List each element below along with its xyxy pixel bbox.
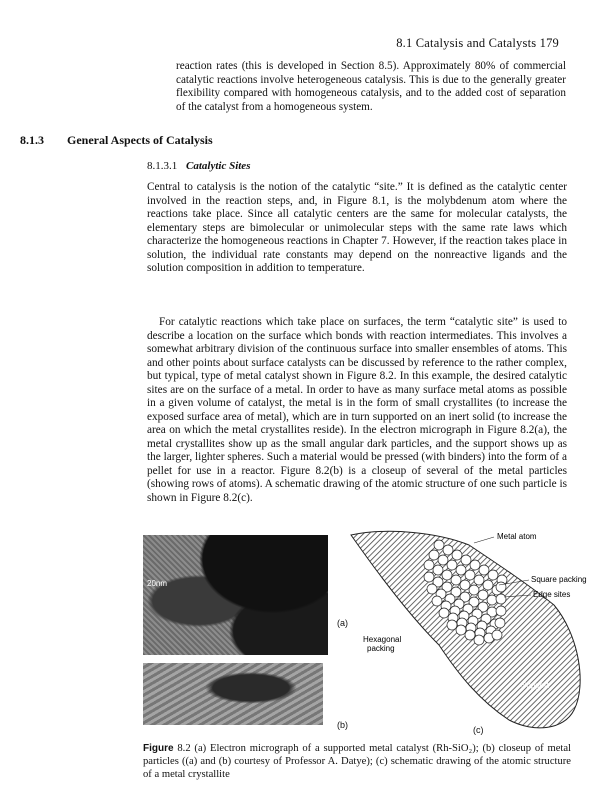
label-packing: packing <box>367 644 395 653</box>
panel-label-c: (c) <box>473 725 484 735</box>
electron-micrograph-a <box>143 535 328 655</box>
label-edge-sites: Edge sites <box>533 590 571 599</box>
leader-metal-atom <box>474 537 494 543</box>
section-heading <box>20 133 213 148</box>
body-paragraph-2: For catalytic reactions which take place on surfaces, the term “catalytic site” is used to describe a location on the surface which bonds with reaction intermediates. This involves a somewhat arbitrary division of the continuous surface into smaller ensembles of atoms. This and other points about surface catalysts can be discussed by reference to the rather complex, but typical, type of metal catalyst shown in Figure 8.2. In this example, the desired catalytic sites are on the surface of a metal. In order to have as many surface metal atoms as possible in a given volume of catalyst, the metal is in the form of small crystallites (to increase the exposed surface area of metal), which are in turn supported on an inert solid (to increase the area on which the metal crystallites reside). In the electron micrograph in Figure 8.2(a), the metal crystallites show up as the small angular dark particles, and the support shows up as the larger, lighter spheres. Such a material would be pressed (with binders) into the form of a pellet for use in a reactor. Figure 8.2(b) is a closeup of several of the metal particles (showing rows of atoms). A schematic drawing of the atomic structure of one such particle is shown in Figure 8.2(c). <box>147 316 567 504</box>
figure-8-2 <box>143 525 587 735</box>
electron-micrograph-b <box>143 663 323 725</box>
section-title: General Aspects of Catalysis <box>67 133 213 147</box>
intro-paragraph: reaction rates (this is developed in Section 8.5). Approximately 80% of commercial catalytic reactions involve heterogeneous catalysis. This is due to the generally greater flexibility compared with homogeneous catalysis, and to the added cost of separation of the catalyst from a homogeneous system. <box>176 60 566 113</box>
subsection-number: 8.1.3.1 <box>147 160 178 172</box>
label-metal-atom: Metal atom <box>497 532 537 541</box>
label-square-packing: Square packing <box>531 575 587 584</box>
scale-bar-label: 20nm <box>147 579 168 588</box>
body-paragraph-1: Central to catalysis is the notion of the catalytic “site.” It is defined as the catalytic center involved in the reaction steps, and, in Figure 8.1, is the molybdenum atom where the reactions take place. Since all catalytic centers are the same for molecular catalysts, the elementary steps are bimolecular or unimolecular steps with the same rate laws which characterize the homogeneous reactions in Chapter 7. However, if the reaction takes place in solution, the individual rate constants may depend on the nonreactive ligands and the solution composition in addition to temperature. <box>147 181 567 274</box>
caption-text: 8.2 (a) Electron micrograph of a supported metal catalyst (Rh-SiO₂); (b) closeup of metal particles ((a) and (b) courtesy of Professor A. Datye); (c) schematic drawing of the atomic structure of a metal crystallite <box>143 743 571 780</box>
figure-caption <box>143 742 571 781</box>
panel-label-a: (a) <box>337 618 348 628</box>
label-hexagonal: Hexagonal <box>363 635 402 644</box>
panel-label-b: (b) <box>337 720 348 730</box>
subsection-heading <box>147 160 250 172</box>
subsection-title: Catalytic Sites <box>186 160 251 172</box>
running-head: 8.1 Catalysis and Catalysts 179 <box>396 36 559 50</box>
crystallite-schematic <box>349 525 589 735</box>
section-number: 8.1.3 <box>20 133 44 147</box>
label-support: Support <box>521 681 550 690</box>
caption-label: Figure <box>143 743 174 754</box>
